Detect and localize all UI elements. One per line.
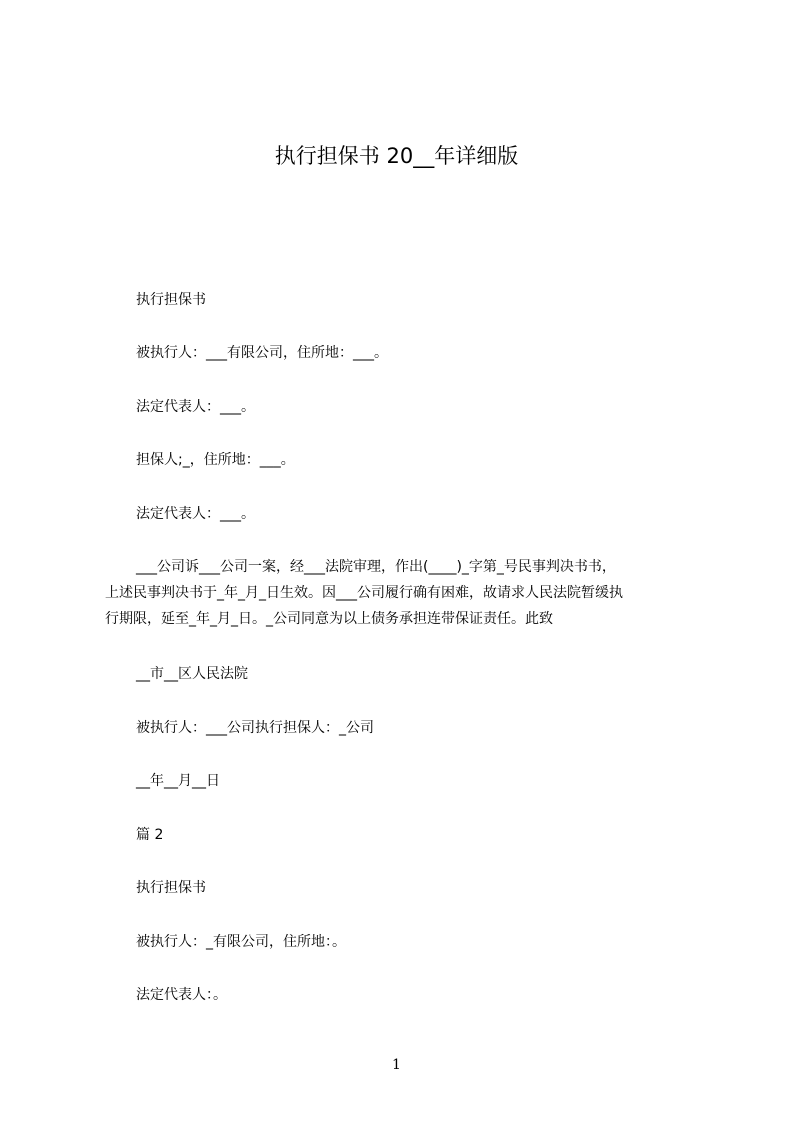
paragraph-debtor-2: 被执行人：_有限公司，住所地：。 <box>136 934 346 950</box>
case-body-line: ___公司诉___公司一案，经___法院审理，作出(____)_字第_号民事判决书书， <box>136 559 616 575</box>
paragraph-heading: 执行担保书 <box>136 292 206 308</box>
paragraph-signatures: 被执行人：___公司执行担保人：_公司 <box>136 720 374 736</box>
page-number: 1 <box>392 1057 401 1073</box>
case-body-line: 行期限，延至_年_月_日。_公司同意为以上债务承担连带保证责任。此致 <box>105 611 553 627</box>
paragraph-legal-rep-2: 法定代表人：。 <box>136 987 227 1003</box>
paragraph-debtor: 被执行人：___有限公司，住所地：___。 <box>136 345 388 361</box>
paragraph-court: __市__区人民法院 <box>136 666 248 682</box>
paragraph-heading-2: 执行担保书 <box>136 880 206 896</box>
document-title: 执行担保书 20__年详细版 <box>274 144 519 168</box>
section-label: 篇 2 <box>136 827 164 843</box>
case-body-line: 上述民事判决书于_年_月_日生效。因___公司履行确有困难，故请求人民法院暂缓执 <box>105 585 623 601</box>
paragraph-guarantor: 担保人;_，住所地：___。 <box>136 452 295 468</box>
paragraph-case-body <box>105 554 709 632</box>
paragraph-legal-rep: 法定代表人：___。 <box>136 399 255 415</box>
paragraph-date: __年__月__日 <box>136 773 220 789</box>
paragraph-guarantor-legal-rep: 法定代表人：___。 <box>136 506 255 522</box>
